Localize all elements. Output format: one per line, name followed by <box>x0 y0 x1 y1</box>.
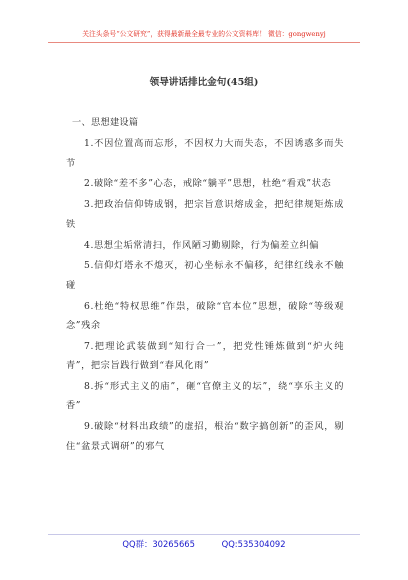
section-heading: 一、思想建设篇 <box>72 117 139 128</box>
list-item: 4.思想尘垢常清扫，作风陋习勤剔除，行为偏差立纠偏 <box>84 239 320 251</box>
list-item: 7.把理论武装做到“知行合一”，把党性锤炼做到“炉火纯青”，把宗旨践行做到“春风化雨” <box>66 340 344 372</box>
document-title: 领导讲话排比金句(45组) <box>149 77 259 88</box>
list-item: 8.拆“形式主义的庙”，砸“官僚主义的坛”，绕“享乐主义的香” <box>66 381 344 412</box>
list-item: 6.杜绝“特权思维”作祟，破除“官本位”思想，破除“等级观念”残余 <box>66 300 344 331</box>
footer-qq-number: QQ:535304092 <box>221 539 286 549</box>
list-item: 3.把政治信仰铸成钢，把宗旨意识熔成金，把纪律规矩炼成铁 <box>66 199 344 230</box>
list-item: 1.不因位置高而忘形，不因权力大而失态，不因诱惑多而失节 <box>66 138 344 169</box>
footer-contact <box>0 538 408 550</box>
footer-qq-group: QQ群：30265665 <box>122 539 195 549</box>
list-item: 9.破除“材料出政绩”的虚招，根治“数字搞创新”的歪风，剔住“盆景式调研”的邪气 <box>66 421 344 452</box>
list-item: 5.信仰灯塔永不熄灭，初心坐标永不偏移，纪律红线永不触碰 <box>66 260 344 291</box>
footer-divider <box>48 534 360 535</box>
document-body <box>66 113 344 457</box>
header-notice: 关注头条号“公文研究”，获得最新最全最专业的公文资料库！ 微信：gongwenyj <box>82 30 326 38</box>
header-divider <box>48 42 360 43</box>
list-item: 2.破除“差不多”心态，戒除“躺平”思想，杜绝“看戏”状态 <box>84 178 332 190</box>
